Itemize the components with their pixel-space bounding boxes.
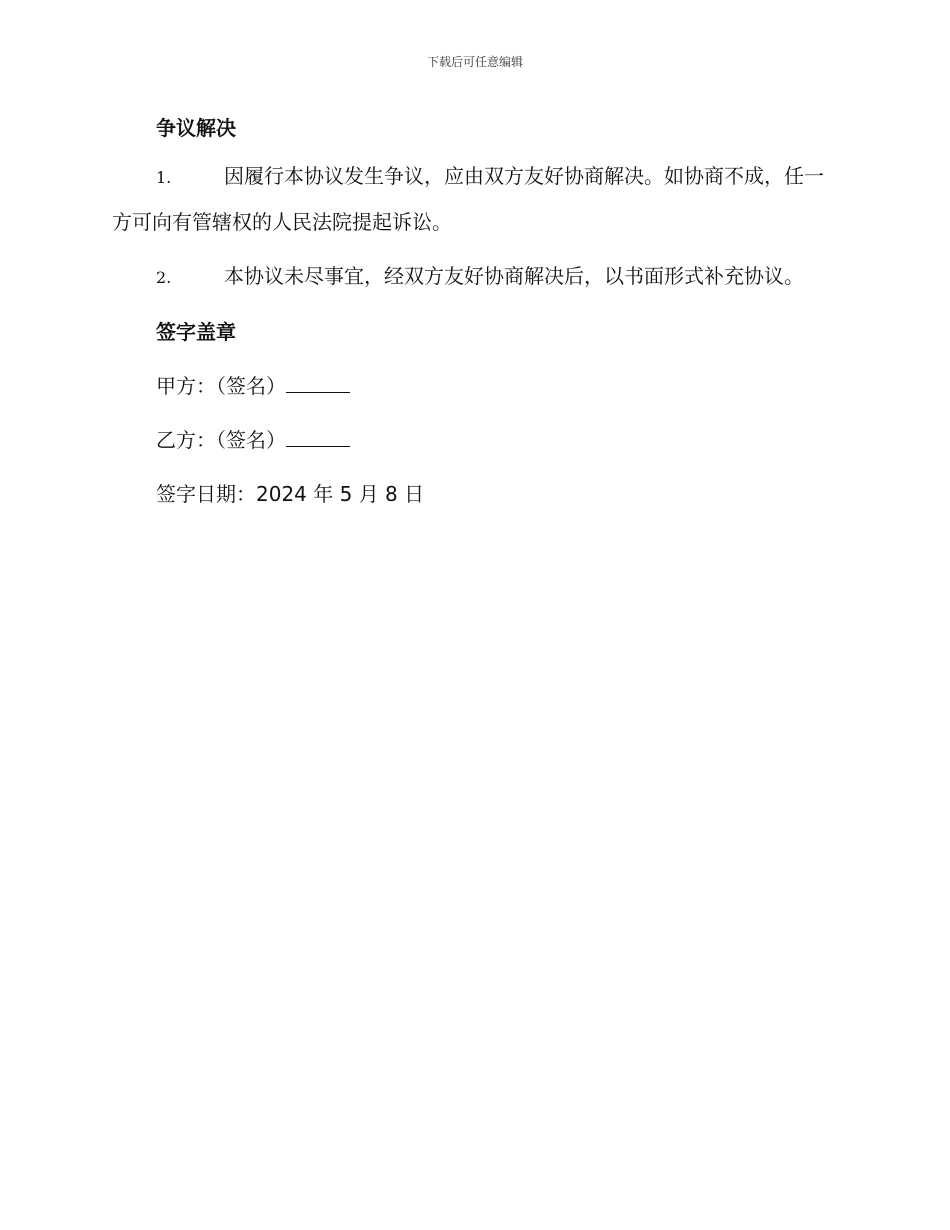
signature-date-label: 签字日期： xyxy=(156,482,256,506)
dispute-item-2-text: 本协议未尽事宜，经双方友好协商解决后，以书面形式补充协议。 xyxy=(224,264,804,288)
dispute-item-1-text: 因履行本协议发生争议，应由双方友好协商解决。如协商不成，任一方可向有管辖权的人民法院提起诉讼。 xyxy=(112,164,824,234)
dispute-item-1 xyxy=(112,154,830,244)
document-body xyxy=(112,110,830,512)
party-b-signature-blank xyxy=(286,428,350,447)
dispute-item-1-number: 1. xyxy=(156,168,172,187)
section-heading-dispute: 争议解决 xyxy=(156,116,236,140)
header-note: 下载后可任意编辑 xyxy=(426,55,523,69)
dispute-item-2 xyxy=(112,254,830,300)
party-b-signature-line xyxy=(112,422,830,458)
dispute-item-2-number: 2. xyxy=(156,268,172,287)
party-a-label: 甲方：（签名） xyxy=(156,374,286,398)
signature-date-line xyxy=(112,476,830,512)
section-heading-signature: 签字盖章 xyxy=(156,320,236,344)
party-b-label: 乙方：（签名） xyxy=(156,428,286,452)
signature-date-value: 2024 年 5 月 8 日 xyxy=(256,482,425,506)
party-a-signature-blank xyxy=(286,374,350,393)
party-a-signature-line xyxy=(112,368,830,404)
